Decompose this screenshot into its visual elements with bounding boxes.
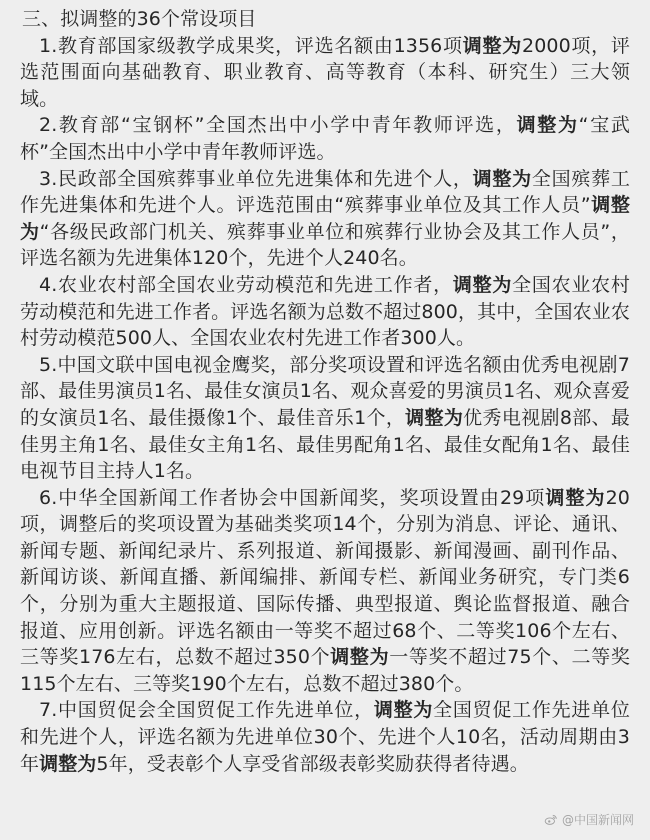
bold-text: 调整为 (405, 406, 464, 429)
text-run: 5.中国文联中国电视金鹰奖，部分奖项设置和评选名额由优秀电视剧7部、最佳男演员1名、最佳女演员1名、观众喜爱的男演员1名、观众喜爱的女演员1名、最佳摄像1个、最佳音乐1个， (20, 353, 630, 429)
paragraph-list (20, 33, 630, 778)
bold-text: 调整为 (20, 194, 630, 243)
paragraph (20, 485, 630, 698)
bold-text: 调整为 (462, 34, 522, 57)
text-run: 全国农业农村劳动模范和先进工作者。评选名额为总数不超过800，其中，全国农业农村劳动模范500人、全国农业农村先进工作者300人。 (20, 273, 630, 350)
text-run: 4.农业农村部全国农业劳动模范和先进工作者， (39, 273, 453, 296)
text-run: 1.教育部国家级教学成果奖，评选名额由1356项 (39, 34, 463, 57)
text-run: 全国殡葬工作先进集体和先进个人。评选范围由“殡葬事业单位及其工作人员” (20, 167, 630, 217)
text-run: 3.民政部全国殡葬事业单位先进集体和先进个人， (39, 167, 473, 190)
weibo-icon (544, 813, 558, 827)
paragraph (20, 697, 630, 777)
text-run: 2.教育部“宝钢杯”全国杰出中小学中青年教师评选， (39, 114, 517, 137)
text-run: “各级民政部门机关、殡葬事业单位和殡葬行业协会及其工作人员”，评选名额为先进集体120个，先进个人240名。 (20, 220, 630, 270)
text-run: 优秀电视剧8部、最佳男主角1名、最佳女主角1名、最佳男配角1名、最佳女配角1名、最佳电视节目主持人1名。 (20, 406, 630, 483)
bold-text: 调整为 (516, 114, 579, 137)
bold-text: 调整为 (373, 699, 434, 722)
section-heading: 三、拟调整的36个常设项目 (22, 8, 257, 30)
paragraph (20, 166, 630, 272)
bold-text: 调整为 (472, 167, 532, 190)
paragraph (20, 112, 630, 165)
paragraph (20, 33, 630, 113)
text-run: 7.中国贸促会全国贸促工作先进单位， (39, 699, 374, 722)
bold-text: 调整为 (39, 752, 97, 775)
bold-text: 调整为 (452, 273, 513, 296)
text-run: 一等奖不超过75个、二等奖115个左右、三等奖190个左右，总数不超过380个。 (20, 646, 630, 695)
text-run: 全国贸促工作先进单位和先进个人，评选名额为先进单位30个、先进个人10名，活动周期由3年 (20, 699, 630, 775)
paragraph (20, 272, 630, 352)
bold-text: 调整为 (330, 646, 390, 669)
text-run: 5年，受表彰个人享受省部级表彰奖励获得者待遇。 (96, 752, 529, 775)
bold-text: 调整为 (545, 486, 606, 509)
text-run: “宝武杯”全国杰出中小学中青年教师评选。 (20, 114, 630, 163)
watermark (544, 811, 634, 828)
watermark-text: @中国新闻网 (561, 813, 634, 827)
text-run: 2000项，评选范围面向基础教育、职业教育、高等教育（本科、研究生）三大领域。 (20, 34, 630, 110)
text-run: 20项，调整后的奖项设置为基础类奖项14个，分别为消息、评论、通讯、新闻专题、新闻纪录片、系列报道、新闻摄影、新闻漫画、副刊作品、新闻访谈、新闻直播、新闻编排、新闻专栏、新闻业务研究，专门类6个，分别为重大主题报道、国际传播、典型报道、舆论监督报道、融合报道、应用创新。评选名额由一等奖不超过68个、二等奖106个左右、三等奖176左右，总数不超过350个 (20, 486, 630, 669)
text-run: 6.中华全国新闻工作者协会中国新闻奖，奖项设置由29项 (39, 486, 546, 509)
paragraph (20, 352, 630, 485)
